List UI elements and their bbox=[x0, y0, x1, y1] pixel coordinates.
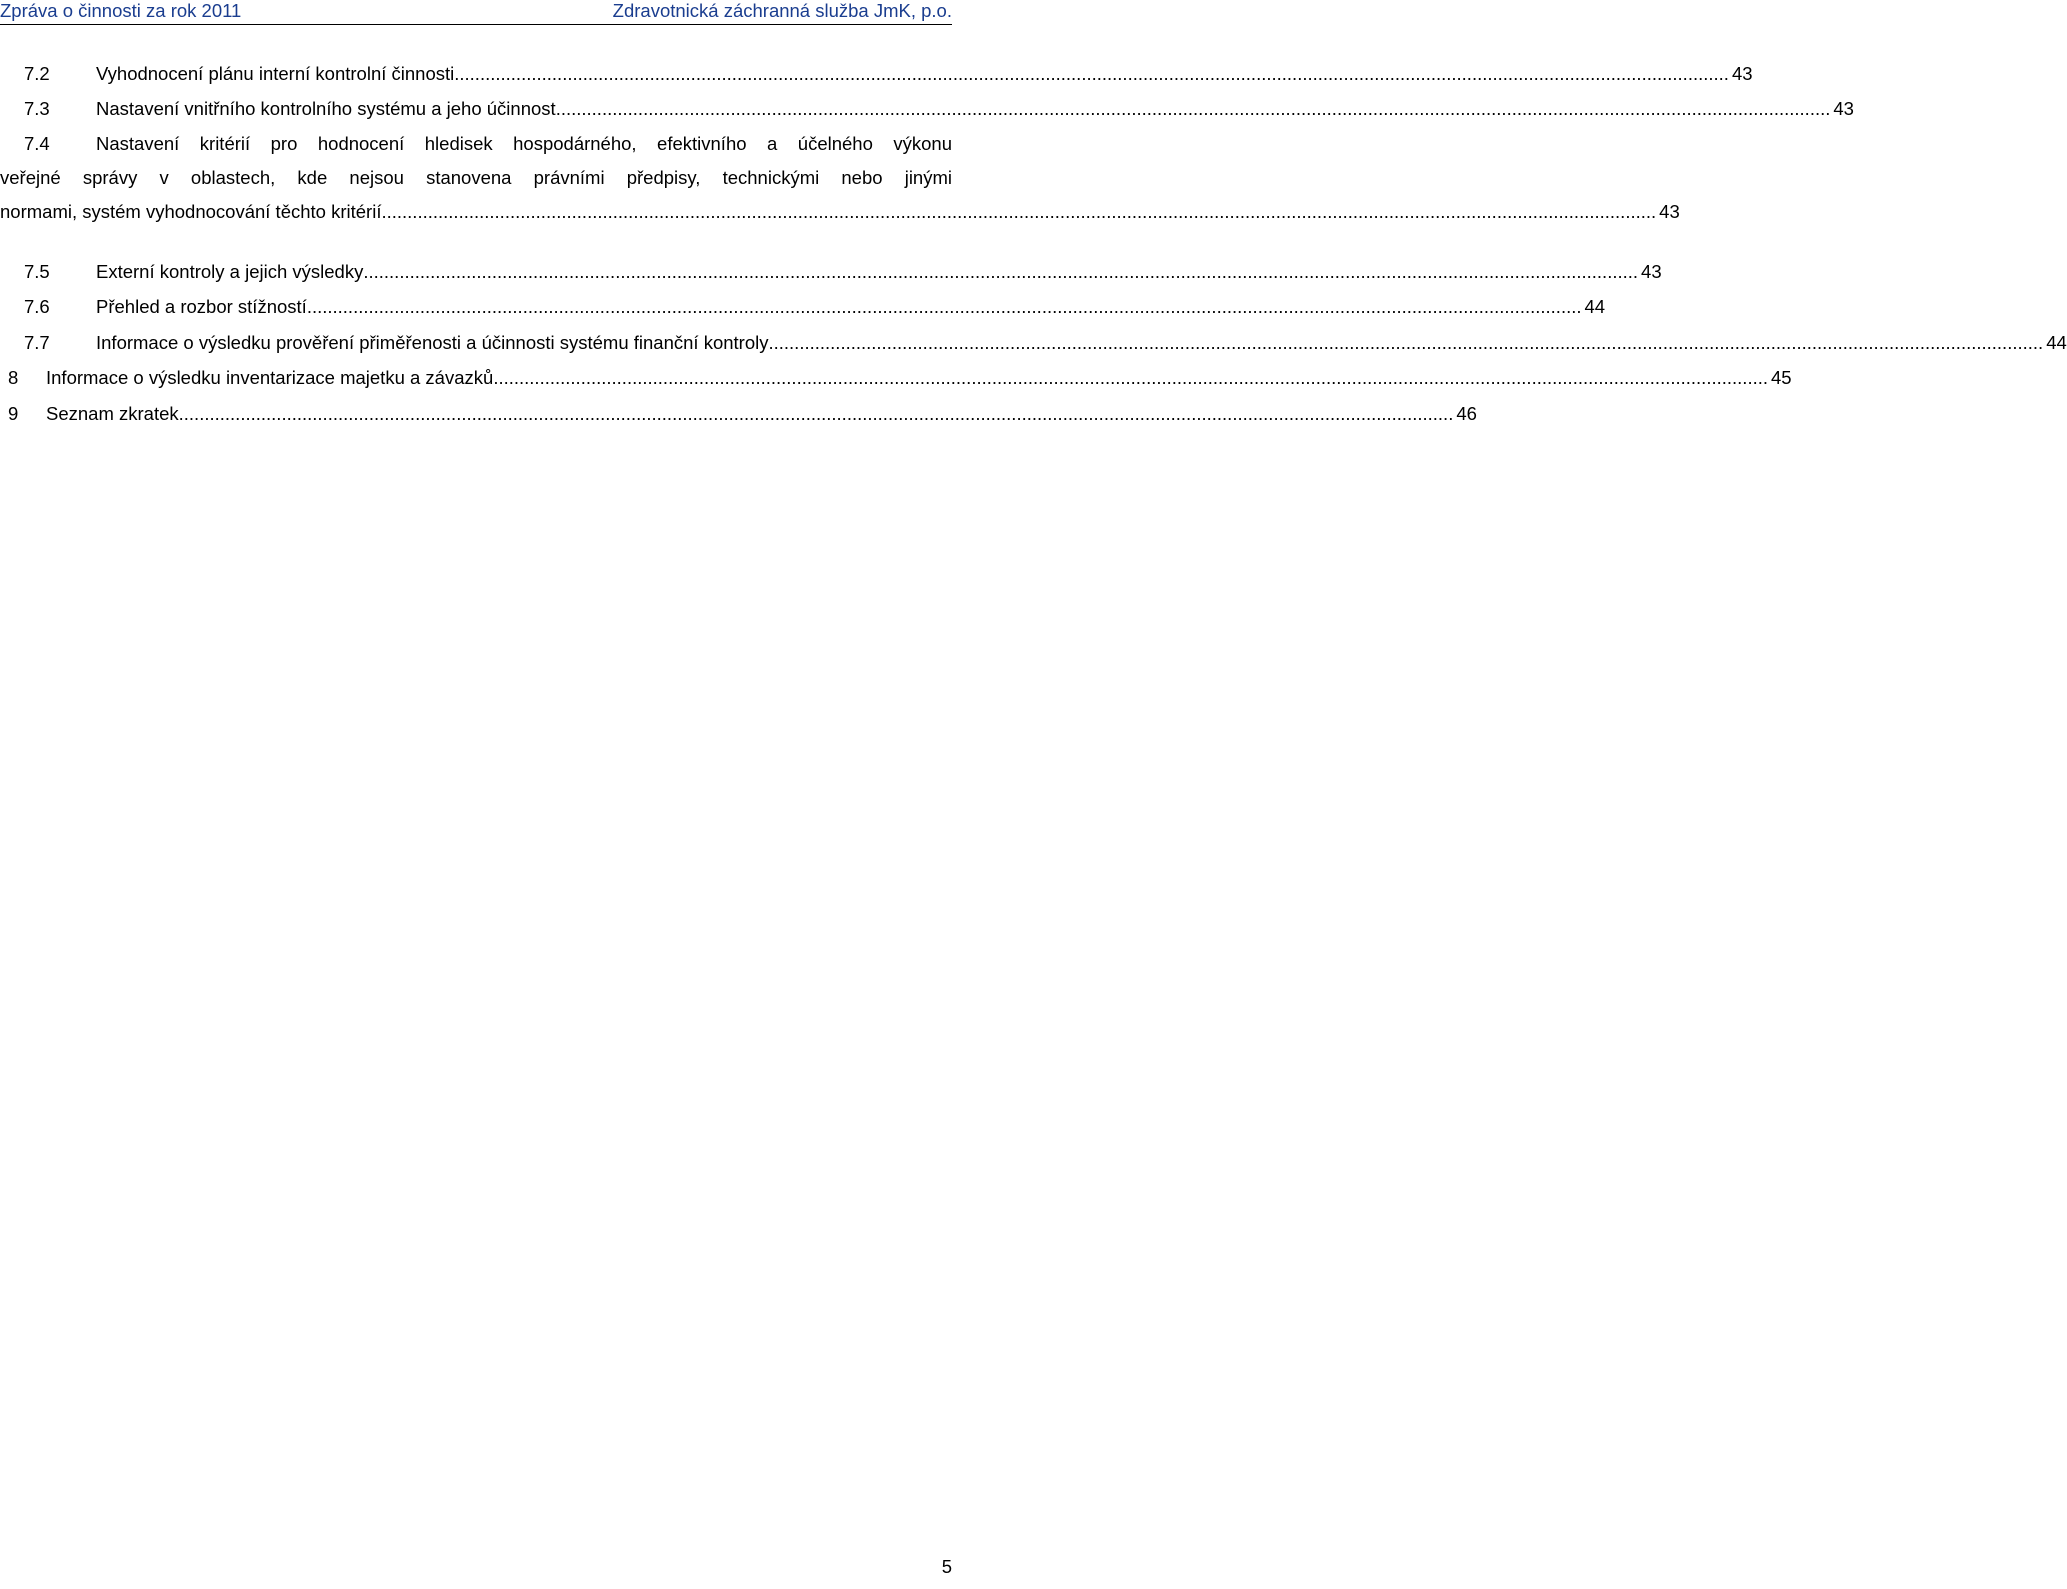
toc-leader-dots bbox=[768, 331, 2043, 355]
toc-number: 7.5 bbox=[24, 261, 50, 282]
toc-entry-7-6[interactable] bbox=[24, 295, 1606, 319]
toc-entry-7-2[interactable] bbox=[24, 62, 1753, 86]
toc-page-number: 43 bbox=[1833, 98, 1854, 119]
toc-number: 8 bbox=[8, 367, 19, 388]
toc-leader-dots bbox=[179, 402, 1454, 426]
header-divider bbox=[0, 24, 952, 25]
toc-page-number: 43 bbox=[1659, 201, 1680, 222]
toc-number: 7.2 bbox=[24, 63, 50, 84]
toc-entry-7-7[interactable] bbox=[24, 331, 2067, 355]
toc-leader-dots bbox=[454, 62, 1729, 86]
toc-title-line-3: normami, systém vyhodnocování těchto kritérií bbox=[0, 201, 382, 222]
toc-title: Vyhodnocení plánu interní kontrolní činnosti bbox=[96, 63, 455, 84]
toc-title: Informace o výsledku prověření přiměřenosti a účinnosti systému finanční kontroly bbox=[96, 332, 769, 353]
header-right-organization: Zdravotnická záchranná služba JmK, p.o. bbox=[612, 0, 952, 21]
toc-title-line-2: veřejné správy v oblastech, kde nejsou stanovena právními předpisy, technickými nebo jinými bbox=[0, 167, 952, 188]
toc-entry-7-5[interactable] bbox=[24, 260, 1662, 284]
toc-title: Přehled a rozbor stížností bbox=[96, 296, 307, 317]
page-number: 5 bbox=[941, 1556, 952, 1577]
toc-page-number: 45 bbox=[1771, 367, 1792, 388]
toc-number: 7.3 bbox=[24, 98, 50, 119]
toc-number: 9 bbox=[8, 403, 19, 424]
toc-title: Externí kontroly a jejich výsledky bbox=[96, 261, 364, 282]
toc-page-number: 46 bbox=[1456, 403, 1477, 424]
header-left-title: Zpráva o činnosti za rok 2011 bbox=[0, 0, 242, 21]
toc-title: Nastavení vnitřního kontrolního systému a jeho účinnost bbox=[96, 98, 556, 119]
toc-leader-dots bbox=[556, 97, 1831, 121]
toc-leader-dots bbox=[307, 295, 1582, 319]
toc-number: 7.7 bbox=[24, 332, 50, 353]
toc-leader-dots bbox=[493, 366, 1768, 390]
toc-page-number: 44 bbox=[1584, 296, 1606, 317]
toc-page-number: 43 bbox=[1731, 63, 1753, 84]
toc-entry-7-4[interactable] bbox=[0, 132, 1680, 224]
toc-title-line-1: Nastavení kritérií pro hodnocení hledisek hospodárného, efektivního a účelného výkonu bbox=[96, 133, 952, 154]
toc-leader-dots bbox=[381, 200, 1656, 224]
toc-page-number: 43 bbox=[1641, 261, 1662, 282]
toc-number: 7.6 bbox=[24, 296, 50, 317]
toc-page-number: 44 bbox=[2046, 332, 2067, 353]
page-header bbox=[0, 0, 952, 26]
toc-entry-9[interactable] bbox=[8, 402, 1477, 426]
toc-entry-8[interactable] bbox=[8, 366, 1792, 390]
toc-leader-dots bbox=[363, 260, 1638, 284]
toc-entry-7-3[interactable] bbox=[24, 97, 1854, 121]
toc-number: 7.4 bbox=[24, 133, 50, 154]
toc-title: Informace o výsledku inventarizace majetku a závazků bbox=[46, 367, 494, 388]
toc-title: Seznam zkratek bbox=[46, 403, 179, 424]
